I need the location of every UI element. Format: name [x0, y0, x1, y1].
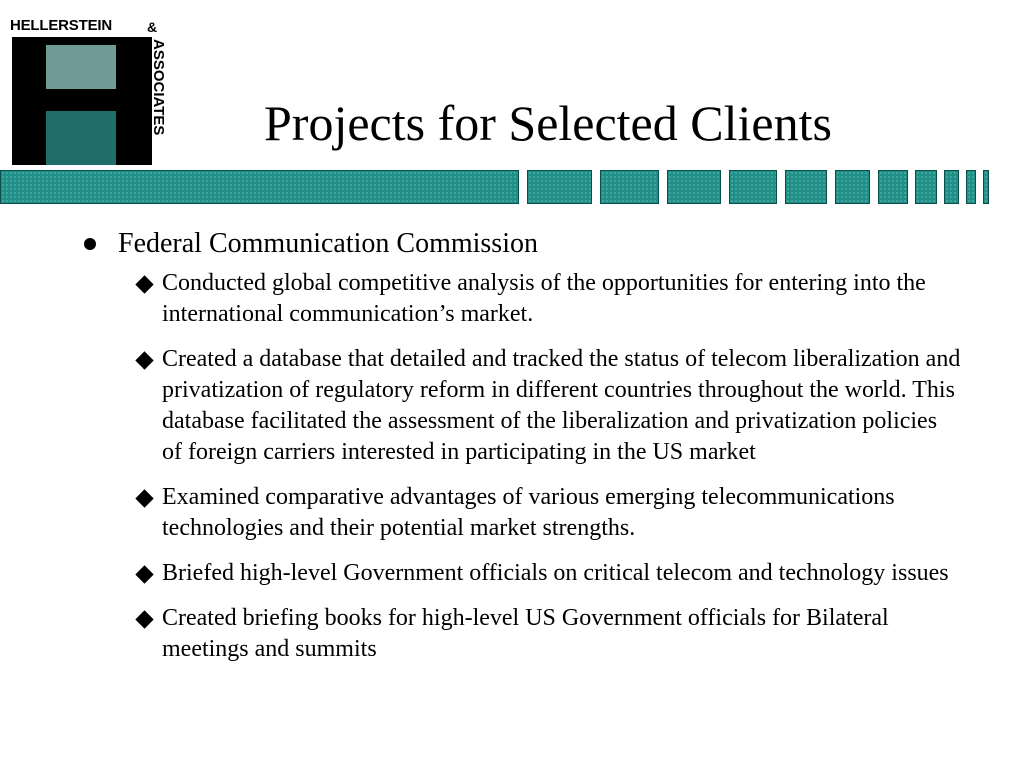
bar-segment — [983, 170, 989, 204]
bullet-dot-icon — [84, 238, 96, 250]
company-logo — [10, 17, 170, 169]
slide-content — [80, 226, 980, 679]
list-item — [80, 558, 962, 589]
slide-title: Projects for Selected Clients — [264, 95, 832, 151]
logo-square-dark — [46, 111, 116, 165]
diamond-bullet-icon — [135, 610, 153, 628]
bar-segment — [966, 170, 976, 204]
bar-segment — [944, 170, 959, 204]
list-item-text: Created briefing books for high-level US Government officials for Bilateral meetings and summits — [162, 605, 889, 662]
diamond-bullet-icon — [135, 351, 153, 369]
bar-segment — [835, 170, 870, 204]
diamond-bullet-icon — [135, 275, 153, 293]
list-item-text: Created a database that detailed and tracked the status of telecom liberalization and privatization of regulatory reform in different countries throughout the world. This database facilitated the assessment of the liberalization and privatization policies of foreign carriers interested in participating in the US market — [162, 346, 961, 465]
section-heading: Federal Communication Commission — [118, 228, 538, 259]
bar-segment — [667, 170, 721, 204]
decorative-bar — [0, 170, 1000, 204]
logo-ampersand: & — [147, 19, 158, 35]
bar-segment — [0, 170, 519, 204]
logo-side-text: ASSOCIATES — [150, 39, 167, 136]
logo-top-text: HELLERSTEIN — [10, 17, 112, 34]
bar-segment — [729, 170, 777, 204]
bar-segment — [878, 170, 908, 204]
bar-segment — [785, 170, 827, 204]
list-item — [80, 268, 962, 330]
list-item-text: Conducted global competitive analysis of the opportunities for entering into the international communication’s market. — [162, 270, 926, 327]
bar-segment — [527, 170, 592, 204]
list-item-text: Examined comparative advantages of various emerging telecommunications technologies and their potential market strengths. — [162, 484, 895, 541]
list-item — [80, 482, 962, 544]
bar-segment — [915, 170, 937, 204]
logo-side-text-wrapper — [148, 39, 170, 167]
sub-bullet-list — [80, 268, 980, 665]
list-item — [80, 603, 962, 665]
bar-segment — [600, 170, 659, 204]
diamond-bullet-icon — [135, 489, 153, 507]
logo-square-light — [46, 45, 116, 89]
logo-h-mark — [12, 37, 152, 165]
diamond-bullet-icon — [135, 565, 153, 583]
list-item-text: Briefed high-level Government officials on critical telecom and technology issues — [162, 560, 949, 586]
list-item — [80, 344, 962, 468]
bullet-level1 — [80, 226, 980, 262]
